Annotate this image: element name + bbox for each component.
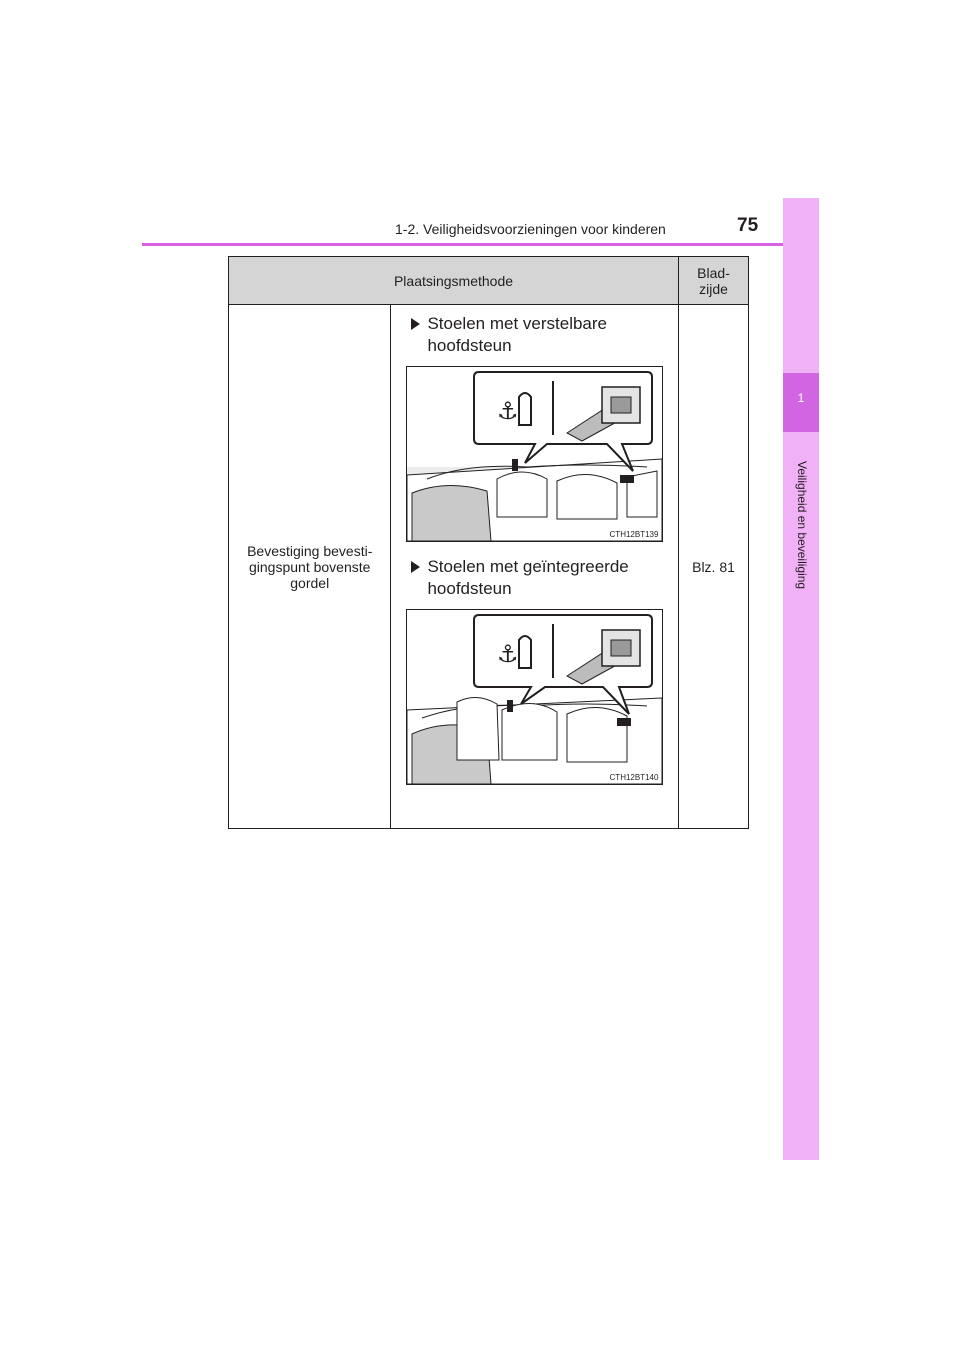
placement-table [228, 256, 749, 829]
chapter-title: Veiligheid en beveiliging [795, 461, 809, 590]
table-row [229, 305, 749, 829]
chapter-number: 1 [797, 391, 805, 405]
method-cell: Bevestiging bevesti- gingspunt bovenste gordel [229, 305, 391, 829]
illustration-adjustable-headrest [406, 366, 663, 542]
page-reference: Blz. 81 [692, 558, 735, 575]
page-ref-cell [679, 305, 749, 829]
bullet-triangle-icon [411, 561, 420, 573]
seat-anchor-illustration [407, 610, 662, 784]
page-number: 75 [737, 215, 759, 236]
content-cell [391, 305, 679, 829]
item-label: Stoelen met geïntegreerde hoofdsteun [427, 557, 629, 598]
chapter-side-tab [783, 198, 819, 1160]
illustration-integrated-headrest [406, 609, 663, 785]
seat-anchor-illustration [407, 367, 662, 541]
header-page: Blad- zijde [679, 257, 749, 305]
item-label: Stoelen met verstelbare hoofdsteun [427, 314, 607, 355]
list-item [411, 313, 678, 357]
image-code: CTH12BT139 [609, 530, 659, 539]
header-rule [142, 243, 819, 246]
section-title: 1-2. Veiligheidsvoorzieningen voor kinderen [395, 221, 666, 237]
svg-text:⚓: ⚓ [497, 397, 519, 425]
header-method: Plaatsingsmethode [229, 257, 679, 305]
bullet-triangle-icon [411, 318, 420, 330]
svg-text:⚓: ⚓ [497, 640, 519, 668]
table-header-row [229, 257, 749, 305]
list-item [411, 556, 678, 600]
image-code: CTH12BT140 [609, 773, 659, 782]
